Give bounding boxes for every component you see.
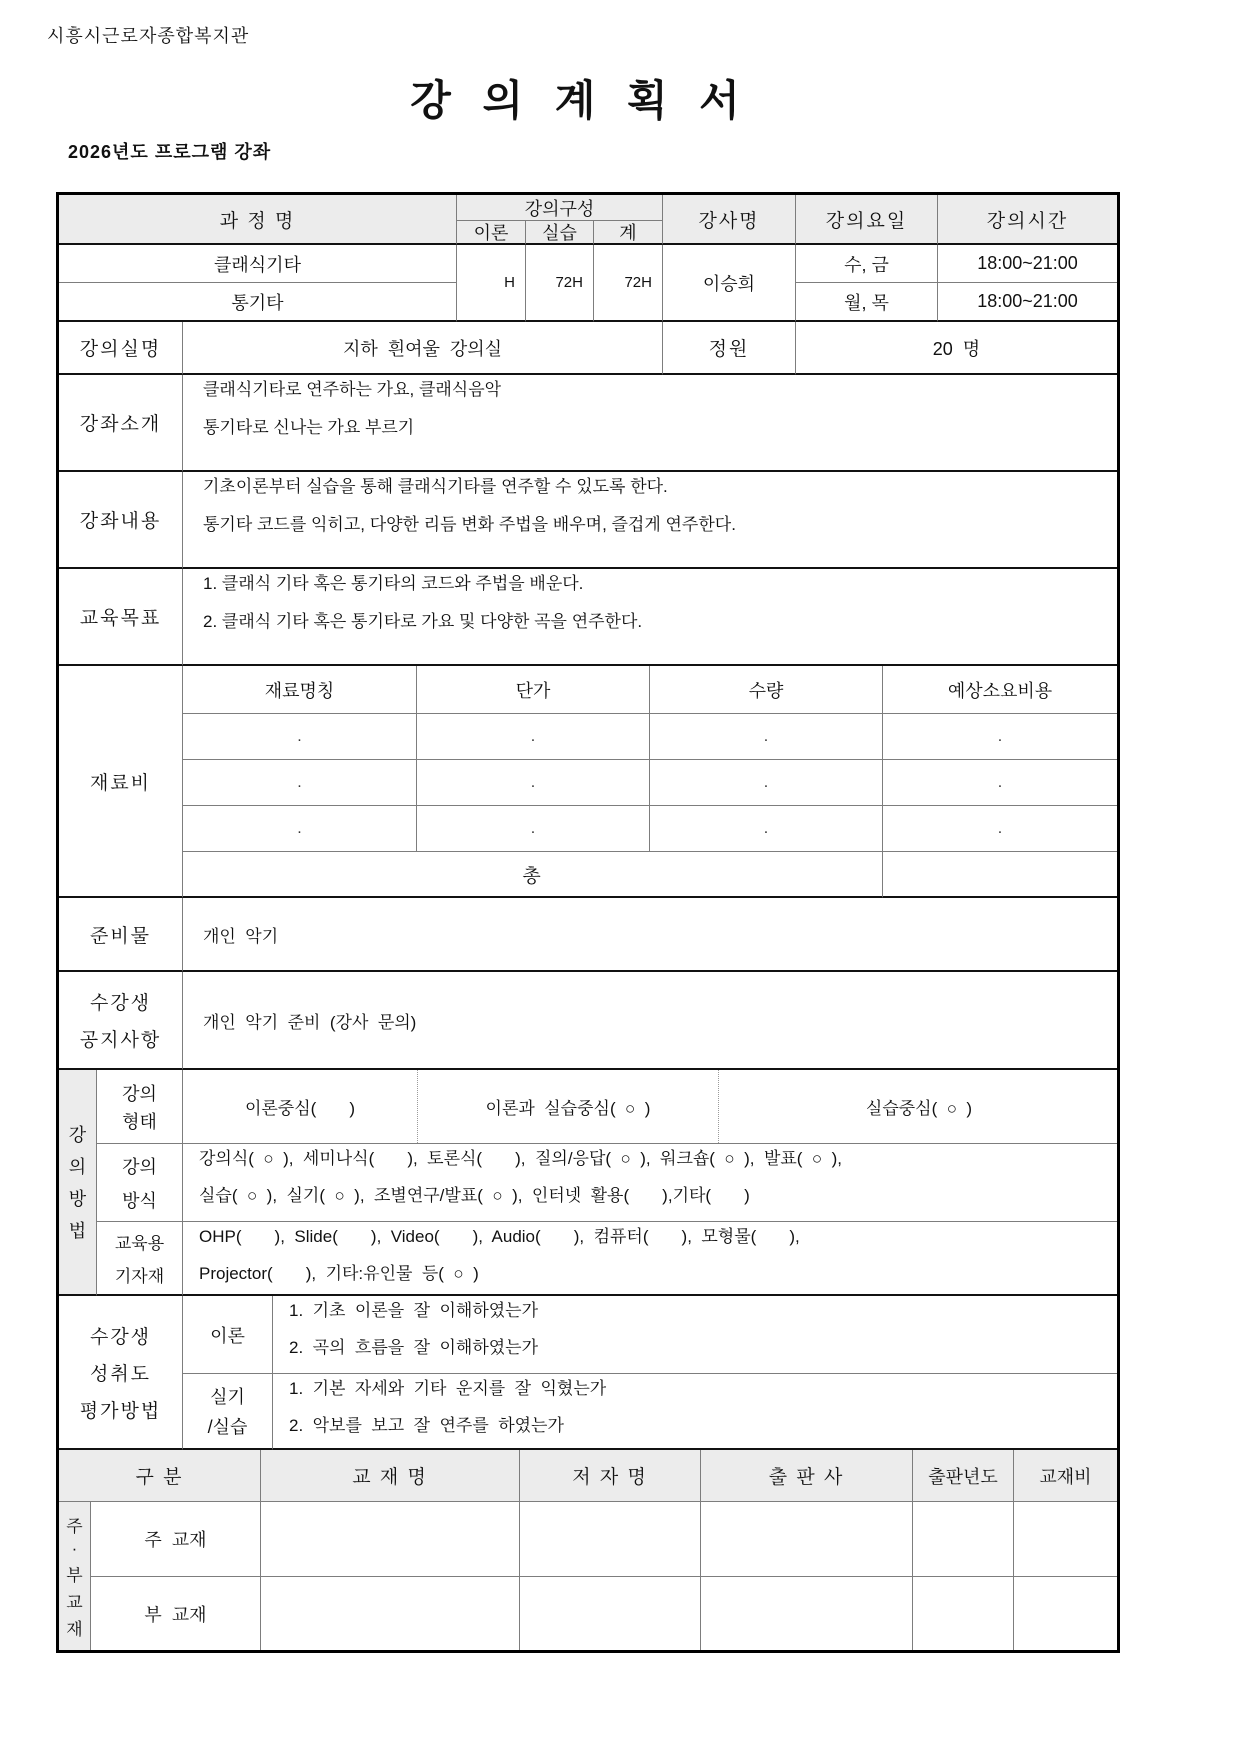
course-days-2: 월, 목 bbox=[796, 283, 938, 322]
material-row-cell: . bbox=[183, 806, 417, 852]
method-style-content bbox=[183, 1144, 1117, 1222]
materials-header-qty: 수량 bbox=[650, 666, 883, 714]
notice-label bbox=[59, 972, 183, 1070]
textbook-main-year bbox=[913, 1502, 1014, 1577]
header-total: 계 bbox=[594, 221, 663, 245]
textbook-row-main-label: 주 교재 bbox=[91, 1502, 261, 1577]
method-equipment-label-line: 교육용 bbox=[114, 1234, 165, 1253]
capacity-value: 20 명 bbox=[796, 322, 1117, 375]
textbook-main-author bbox=[520, 1502, 701, 1577]
room-value: 지하 흰여울 강의실 bbox=[183, 322, 663, 375]
materials-header-cost: 예상소요비용 bbox=[883, 666, 1117, 714]
assessment-label bbox=[59, 1296, 183, 1450]
course-days-1: 수, 금 bbox=[796, 245, 938, 283]
method-vertical-char: 법 bbox=[68, 1221, 87, 1241]
course-time-1: 18:00~21:00 bbox=[938, 245, 1117, 283]
supplies-value: 개인 악기 bbox=[183, 898, 1117, 972]
textbook-header-author: 저 자 명 bbox=[520, 1450, 701, 1502]
content-label: 강좌내용 bbox=[59, 472, 183, 569]
header-theory: 이론 bbox=[457, 221, 526, 245]
method-style-label bbox=[97, 1144, 183, 1222]
textbook-header-price: 교재비 bbox=[1014, 1450, 1117, 1502]
objectives-label: 교육목표 bbox=[59, 569, 183, 666]
materials-total-label: 총 bbox=[183, 852, 883, 898]
textbook-sub-title bbox=[261, 1577, 520, 1650]
header-practice: 실습 bbox=[526, 221, 594, 245]
objective-line-1: 1. 클래식 기타 혹은 통기타의 코드와 주법을 배운다. bbox=[203, 574, 584, 593]
textbook-sub-publisher bbox=[701, 1577, 913, 1650]
header-time: 강의시간 bbox=[938, 195, 1117, 245]
assessment-theory-line-1: 1. 기초 이론을 잘 이해하였는가 bbox=[289, 1301, 539, 1320]
method-form-label bbox=[97, 1070, 183, 1144]
assessment-theory-label: 이론 bbox=[183, 1296, 273, 1374]
method-style-label-line: 방식 bbox=[122, 1190, 157, 1211]
materials-header-unit-price: 단가 bbox=[417, 666, 650, 714]
textbook-vertical-char: 주 bbox=[66, 1517, 83, 1536]
method-form-label-line: 강의 bbox=[122, 1083, 157, 1104]
material-row-cell: . bbox=[417, 806, 650, 852]
materials-header-name: 재료명칭 bbox=[183, 666, 417, 714]
material-row-cell: . bbox=[417, 760, 650, 806]
content-body bbox=[183, 472, 1117, 569]
program-subtitle: 2026년도 프로그램 강좌 bbox=[68, 142, 272, 162]
notice-label-line-2: 공지사항 bbox=[79, 1030, 162, 1051]
assessment-practice-label bbox=[183, 1374, 273, 1450]
course-name-2: 통기타 bbox=[59, 283, 457, 322]
assessment-label-line: 평가방법 bbox=[79, 1400, 162, 1422]
material-row-cell: . bbox=[650, 760, 883, 806]
intro-label: 강좌소개 bbox=[59, 375, 183, 472]
method-vertical-char: 방 bbox=[68, 1189, 87, 1209]
textbook-sub-price bbox=[1014, 1577, 1117, 1650]
form-option-practice: 실습중심( ○ ) bbox=[718, 1070, 1117, 1143]
textbook-main-publisher bbox=[701, 1502, 913, 1577]
method-equipment-line-2: Projector( ), 기타:유인물 등( ○ ) bbox=[199, 1264, 479, 1283]
objective-line-2: 2. 클래식 기타 혹은 통기타로 가요 및 다양한 곡을 연주한다. bbox=[203, 612, 643, 631]
header-course-name: 과 정 명 bbox=[59, 195, 457, 245]
material-row-cell: . bbox=[883, 714, 1117, 760]
textbook-vertical-label bbox=[59, 1502, 91, 1650]
course-time-2: 18:00~21:00 bbox=[938, 283, 1117, 322]
header-composition: 강의구성 bbox=[457, 195, 663, 221]
assessment-label-line: 수강생 bbox=[89, 1326, 152, 1348]
assessment-practice-label-line: 실기 bbox=[210, 1387, 245, 1407]
assessment-practice-line-2: 2. 악보를 보고 잘 연주를 하였는가 bbox=[289, 1416, 564, 1435]
course-name-1: 클래식기타 bbox=[59, 245, 457, 283]
assessment-practice-label-line: /실습 bbox=[207, 1417, 248, 1437]
theory-hours: H bbox=[457, 245, 526, 322]
total-hours: 72H bbox=[594, 245, 663, 322]
material-row-cell: . bbox=[183, 760, 417, 806]
method-vertical-char: 강 bbox=[68, 1125, 87, 1145]
textbook-row-sub-label: 부 교재 bbox=[91, 1577, 261, 1650]
form-option-theory-practice: 이론과 실습중심( ○ ) bbox=[417, 1070, 718, 1143]
textbook-header-category: 구 분 bbox=[59, 1450, 261, 1502]
textbook-vertical-char: 교 bbox=[66, 1593, 83, 1612]
notice-label-line-1: 수강생 bbox=[89, 993, 152, 1014]
supplies-label: 준비물 bbox=[59, 898, 183, 972]
materials-total-value bbox=[883, 852, 1117, 898]
practice-hours: 72H bbox=[526, 245, 594, 322]
method-equipment-label-line: 기자재 bbox=[114, 1267, 165, 1286]
material-row-cell: . bbox=[417, 714, 650, 760]
textbook-vertical-char: 부 bbox=[66, 1566, 83, 1585]
intro-line-1: 클래식기타로 연주하는 가요, 클래식음악 bbox=[203, 380, 502, 399]
method-form-label-line: 형태 bbox=[122, 1111, 157, 1132]
intro-content bbox=[183, 375, 1117, 472]
material-row-cell: . bbox=[883, 760, 1117, 806]
textbook-main-price bbox=[1014, 1502, 1117, 1577]
textbook-vertical-char: · bbox=[71, 1539, 78, 1558]
content-line-2: 통기타 코드를 익히고, 다양한 리듬 변화 주법을 배우며, 즐겁게 연주한다. bbox=[203, 515, 736, 534]
header-instructor: 강사명 bbox=[663, 195, 796, 245]
assessment-theory-line-2: 2. 곡의 흐름을 잘 이해하였는가 bbox=[289, 1338, 539, 1357]
organization-name: 시흥시근로자종합복지관 bbox=[47, 26, 250, 46]
material-row-cell: . bbox=[183, 714, 417, 760]
method-form-options bbox=[183, 1070, 1117, 1144]
textbook-header-year: 출판년도 bbox=[913, 1450, 1014, 1502]
textbook-sub-author bbox=[520, 1577, 701, 1650]
instructor-name: 이승희 bbox=[663, 245, 796, 322]
material-row-cell: . bbox=[650, 714, 883, 760]
assessment-practice-line-1: 1. 기본 자세와 기타 운지를 잘 익혔는가 bbox=[289, 1379, 607, 1398]
textbook-vertical-char: 재 bbox=[66, 1620, 83, 1639]
objectives-body bbox=[183, 569, 1117, 666]
lecture-plan-table bbox=[56, 192, 1120, 1653]
intro-line-2: 통기타로 신나는 가요 부르기 bbox=[203, 418, 415, 437]
materials-label: 재료비 bbox=[59, 666, 183, 898]
assessment-practice-content bbox=[273, 1374, 1117, 1450]
method-equipment-content bbox=[183, 1222, 1117, 1296]
method-style-label-line: 강의 bbox=[122, 1156, 157, 1177]
page-title: 강 의 계 획 서 bbox=[410, 77, 750, 124]
method-vertical-label bbox=[59, 1070, 97, 1296]
method-equipment-label bbox=[97, 1222, 183, 1296]
assessment-label-line: 성취도 bbox=[89, 1363, 152, 1385]
capacity-label: 정원 bbox=[663, 322, 796, 375]
room-label: 강의실명 bbox=[59, 322, 183, 375]
header-days: 강의요일 bbox=[796, 195, 938, 245]
content-line-1: 기초이론부터 실습을 통해 클래식기타를 연주할 수 있도록 한다. bbox=[203, 477, 668, 496]
assessment-theory-content bbox=[273, 1296, 1117, 1374]
textbook-sub-year bbox=[913, 1577, 1014, 1650]
method-style-line-2: 실습( ○ ), 실기( ○ ), 조별연구/발표( ○ ), 인터넷 활용( ),기타( ) bbox=[199, 1186, 750, 1205]
textbook-main-title bbox=[261, 1502, 520, 1577]
form-option-theory: 이론중심( ) bbox=[244, 1099, 356, 1118]
method-vertical-char: 의 bbox=[68, 1157, 87, 1177]
material-row-cell: . bbox=[883, 806, 1117, 852]
textbook-header-publisher: 출 판 사 bbox=[701, 1450, 913, 1502]
material-row-cell: . bbox=[650, 806, 883, 852]
method-equipment-line-1: OHP( ), Slide( ), Video( ), Audio( ), 컴퓨터( ), 모형물( ), bbox=[199, 1227, 800, 1246]
notice-value: 개인 악기 준비 (강사 문의) bbox=[183, 972, 1117, 1070]
textbook-header-title: 교 재 명 bbox=[261, 1450, 520, 1502]
method-style-line-1: 강의식( ○ ), 세미나식( ), 토론식( ), 질의/응답( ○ ), 워크숍( ○ ), 발표( ○ ), bbox=[199, 1149, 843, 1168]
